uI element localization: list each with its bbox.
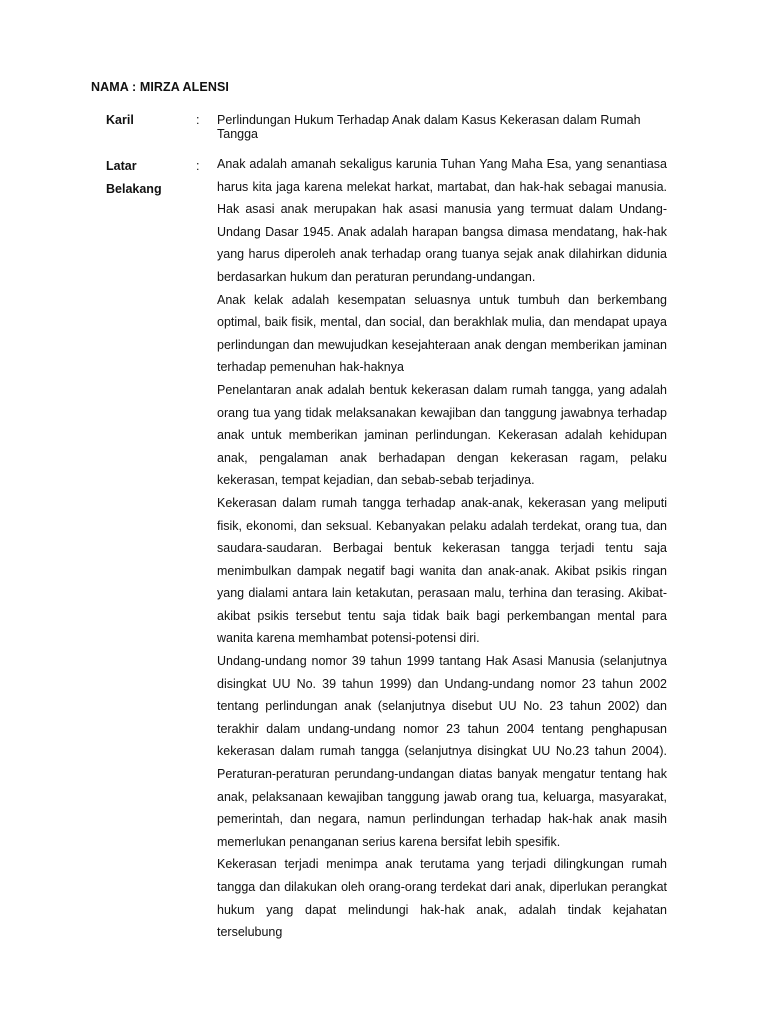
paragraph-4: Kekerasan dalam rumah tangga terhadap anak-anak, kekerasan yang meliputi fisik, ekonomi, dan seksual. Kebanyakan pelaku adalah terdekat, orang tua, dan saudara-saudaran. Berbagai bentuk kekerasan tangga terjadi tentu saja menimbulkan dampak negatif bagi wanita dan anak-anak. Akibat psikis ringan yang dialami antara lain ketakutan, perasaan malu, terhina dan terasing. Akibat-akibat psikis tersebut tentu saja tidak baik bagi perkembangan mental para wanita karena memhambat potensi-potensi diri. [217,495,667,646]
latar-belakang-label [106,155,162,200]
paragraph-1: Anak adalah amanah sekaligus karunia Tuhan Yang Maha Esa, yang senantiasa harus kita jaga karena melekat harkat, martabat, dan hak-hak sebagai manusia. Hak asasi anak merupakan hak asasi manusia yang termuat dalam Undang-Undang Dasar 1945. Anak adalah harapan bangsa dimasa mendatang, hak-hak yang harus diperoleh anak terhadap orang tuanya sejak anak dilahirkan didunia berdasarkan hukum dan peraturan perundang-undangan. [217,157,667,284]
student-name-heading: NAMA : MIRZA ALENSI [91,80,229,94]
paragraph-5: Undang-undang nomor 39 tahun 1999 tantang Hak Asasi Manusia (selanjutnya disingkat UU No. 39 tahun 1999) dan Undang-undang nomor 23 tahun 2002 tentang perlindungan anak (selanjutnya disebut UU No. 23 tahun 2002) dan terakhir dalam undang-undang nomor 23 tahun 2004 tentang penghapusan kekerasan dalam rumah tangga (selanjutnya disingkat UU No.23 tahun 2004). Peraturan-peraturan perundang-undangan diatas banyak mengatur tentang hak anak, pelaksanaan kewajiban tanggung jawab orang tua, keluarga, masyarakat, pemerintah, dan negara, namun perlindungan terhadap hak-hak anak masih memerlukan penanganan serius karena bersifat lebih spesifik. [217,654,667,849]
karil-colon: : [196,113,200,127]
paragraph-2: Anak kelak adalah kesempatan seluasnya untuk tumbuh dan berkembang optimal, baik fisik, mental, dan social, dan berakhlak mulia, dan mendapat upaya perlindungan dan mewujudkan kesejahteraan anak dengan memberikan jaminan terhadap pemenuhan hak-haknya [217,292,667,375]
latar-colon: : [196,159,200,173]
paragraph-6: Kekerasan terjadi menimpa anak terutama yang terjadi dilingkungan rumah tangga dan dilakukan oleh orang-orang terdekat dari anak, diperlukan perangkat hukum yang dapat melindungi hak-hak anak, adalah tindak kejahatan terselubung [217,857,667,940]
latar-label-line2: Belakang [106,181,162,196]
paragraph-3: Penelantaran anak adalah bentuk kekerasan dalam rumah tangga, yang adalah orang tua yang tidak melaksanakan kewajiban dan tanggung jawabnya terhadap anak untuk memberikan jaminan perlindungan. Kekerasan adalah kehidupan anak, pengalaman anak berhadapan dengan kekerasan ragam, pelaku kekerasan, tempat kejadian, dan sebab-sebab terjadinya. [217,382,667,488]
latar-label-line1: Latar [106,159,137,173]
karil-title: Perlindungan Hukum Terhadap Anak dalam Kasus Kekerasan dalam Rumah Tangga [217,113,641,141]
karil-label: Karil [106,113,134,127]
latar-belakang-body [217,153,667,944]
